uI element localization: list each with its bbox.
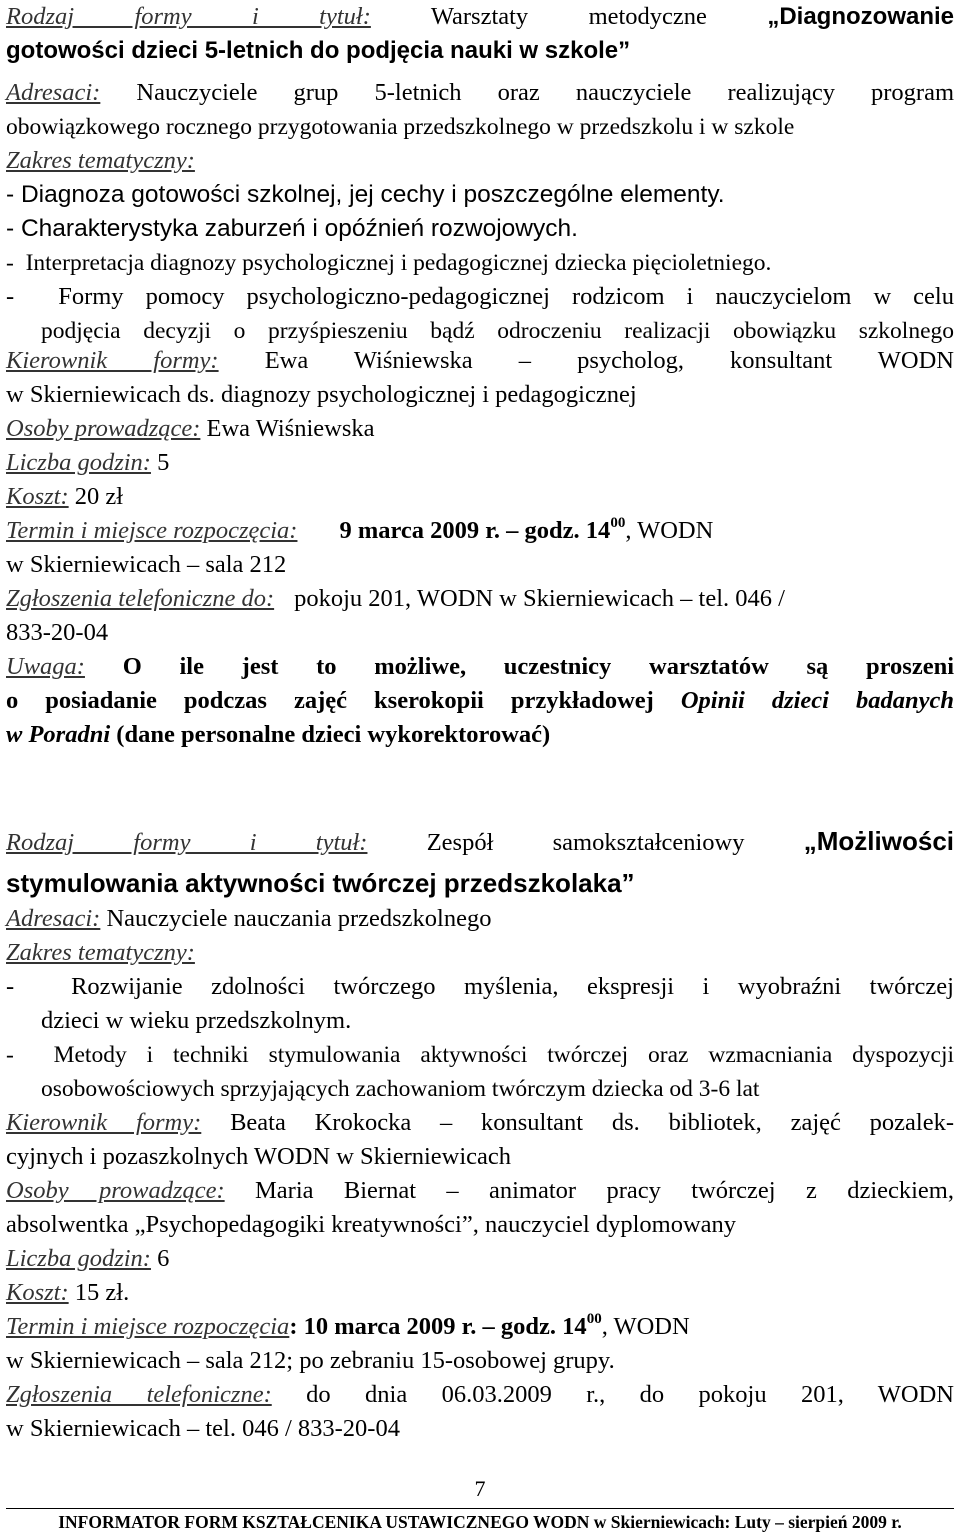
s2-kierownik-line-2	[6, 1140, 954, 1174]
s2-termin-sup: 00	[586, 1311, 602, 1327]
s1-liczba-value: 5	[157, 449, 170, 476]
s1-koszt-line	[6, 480, 954, 514]
s2-zakres-text-2a: Metody i techniki stymulowania aktywności twórczej oraz wzmacniania dyspozycji	[53, 1042, 955, 1068]
s2-zakres-item-1a: - Rozwijanie zdolności twórczego myślenia, ekspresji i wyobraźni twórczej	[6, 973, 954, 1000]
s2-koszt-value: 15 zł.	[74, 1279, 130, 1306]
s2-koszt-label: Koszt:	[6, 1279, 69, 1306]
s2-zakres-text-2b: osobowościowych sprzyjających zachowaniom twórczym dziecka od 3-6 lat	[41, 1076, 760, 1102]
s1-title-bold-2: gotowości dzieci 5-letnich do podjęcia nauki w szkole”	[6, 37, 631, 64]
s2-zakres-label-line	[6, 936, 954, 970]
s2-zgloszenia-text-2: w Skierniewicach – tel. 046 / 833-20-04	[6, 1415, 400, 1442]
s2-zakres-text-1a: Rozwijanie zdolności twórczego myślenia, ekspresji i wyobraźni twórczej	[71, 973, 954, 1000]
s2-liczba-value: 6	[157, 1245, 170, 1272]
s2-kierownik-text-1: Beata Krokocka – konsultant ds. bibliotek, zajęć pozalek-	[230, 1109, 954, 1136]
s1-zgloszenia-line-1	[6, 582, 954, 616]
s2-title-plain: Zespół samokształceniowy	[426, 829, 745, 856]
s2-adresaci-line	[6, 902, 954, 936]
s1-termin-label: Termin i miejsce rozpoczęcia:	[6, 517, 298, 544]
s2-termin-line-1	[6, 1310, 954, 1344]
s1-liczba-line	[6, 446, 954, 480]
s1-kierownik-label: Kierownik formy:	[6, 347, 219, 374]
s1-zakres-item-4b	[41, 314, 954, 348]
s2-zgloszenia-line-2	[6, 1412, 954, 1446]
s1-title-line-1	[6, 0, 954, 34]
s1-termin-sup: 00	[610, 515, 626, 531]
s1-termin-bold: 9 marca 2009 r. – godz. 14	[339, 517, 611, 544]
s1-zakres-label: Zakres tematyczny:	[6, 147, 195, 174]
s1-uwaga-line-3	[6, 718, 954, 752]
s1-zakres-item-2: - Charakterystyka zaburzeń i opóźnień rozwojowych.	[6, 215, 578, 242]
s1-zgloszenia-line-2	[6, 616, 954, 650]
s1-osoby-line	[6, 412, 954, 446]
s1-zakres-text-2: Charakterystyka zaburzeń i opóźnień rozwojowych.	[20, 215, 578, 242]
s2-osoby-text-1: Maria Biernat – animator pracy twórczej z dzieckiem,	[255, 1177, 954, 1204]
s2-title-bold-2: stymulowania aktywności twórczej przedszkolaka”	[6, 868, 635, 898]
s1-zakres-item-4a: - Formy pomocy psychologiczno-pedagogicznej rodzicom i nauczycielom w celu	[6, 283, 954, 310]
s1-zgloszenia-text-2: 833-20-04	[6, 619, 109, 646]
s2-title-line-1	[6, 824, 954, 858]
s1-adresaci-text-1: Nauczyciele grup 5-letnich oraz nauczyciele realizujący program	[136, 79, 954, 106]
s1-uwaga-text-3a: w Poradni	[6, 721, 111, 748]
s2-osoby-text-2: absolwentka „Psychopedagogiki kreatywności”, nauczyciel dyplomowany	[6, 1211, 737, 1238]
s1-koszt-value: 20 zł	[74, 483, 124, 510]
s1-termin-text-2: w Skierniewicach – sala 212	[6, 551, 287, 578]
s2-zakres-text-1b: dzieci w wieku przedszkolnym.	[41, 1007, 352, 1034]
s1-title-line-2	[6, 34, 954, 68]
s1-title-label: Rodzaj formy i tytuł:	[6, 3, 371, 30]
s2-koszt-line	[6, 1276, 954, 1310]
s1-kierownik-line-2	[6, 378, 954, 412]
s2-title-bold-1: „Możliwości	[803, 826, 955, 856]
s1-uwaga-text-3b: (dane personalne dzieci wykorektorować)	[116, 721, 551, 748]
s2-title-label: Rodzaj formy i tytuł:	[6, 829, 368, 856]
s1-zakres-text-3: Interpretacja diagnozy psychologicznej i pedagogicznej dziecka pięcioletniego.	[25, 250, 772, 276]
s2-termin-label: Termin i miejsce rozpoczęcia	[6, 1313, 290, 1340]
s1-adresaci-line-2	[6, 110, 954, 144]
s2-termin-text-2: w Skierniewicach – sala 212; po zebraniu 15-osobowej grupy.	[6, 1347, 615, 1374]
footer-divider	[6, 1508, 954, 1509]
s2-termin-bold: : 10 marca 2009 r. – godz. 14	[289, 1313, 587, 1340]
s2-kierownik-label: Kierownik formy:	[6, 1109, 202, 1136]
s2-zakres-label: Zakres tematyczny:	[6, 939, 195, 966]
s2-adresaci-text: Nauczyciele nauczania przedszkolnego	[106, 905, 492, 932]
s1-zakres-text-4a: Formy pomocy psychologiczno-pedagogicznej rodzicom i nauczycielom w celu	[58, 283, 954, 310]
s1-zakres-item-1: - Diagnoza gotowości szkolnej, jej cechy i poszczególne elementy.	[6, 181, 725, 208]
s1-termin-line-2	[6, 548, 954, 582]
s1-uwaga-label: Uwaga:	[6, 653, 85, 680]
s2-zgloszenia-label: Zgłoszenia telefoniczne:	[6, 1381, 272, 1408]
s1-title-bold-1: „Diagnozowanie	[767, 3, 955, 30]
s1-osoby-text: Ewa Wiśniewska	[206, 415, 375, 442]
s2-liczba-line	[6, 1242, 954, 1276]
s1-termin-rest: , WODN	[625, 517, 714, 544]
s1-zakres-text-4b: podjęcia decyzji o przyśpieszeniu bądź odroczeniu realizacji obowiązku szkolnego	[41, 318, 954, 344]
s1-kierownik-text-1: Ewa Wiśniewska – psycholog, konsultant WODN	[264, 347, 954, 374]
s1-adresaci-text-2: obowiązkowego rocznego przygotowania przedszkolnego w przedszkolu i w szkole	[6, 114, 795, 140]
page-number: 7	[474, 1476, 486, 1501]
s2-adresaci-label: Adresaci:	[6, 905, 101, 932]
s2-zakres-item-2a: - Metody i techniki stymulowania aktywności twórczej oraz wzmacniania dyspozycji	[6, 1042, 955, 1068]
s1-adresaci-label: Adresaci:	[6, 79, 101, 106]
page-footer: INFORMATOR FORM KSZTAŁCENIKA USTAWICZNEGO WODN w Skierniewicach: Luty – sierpień 2009 r.	[58, 1512, 902, 1532]
s1-koszt-label: Koszt:	[6, 483, 69, 510]
s1-uwaga-text-2b: Opinii dzieci badanych	[680, 687, 954, 714]
s1-adresaci-line-1	[6, 76, 954, 110]
s1-osoby-label: Osoby prowadzące:	[6, 415, 201, 442]
s2-title-line-2	[6, 866, 954, 900]
s1-zakres-label-line	[6, 144, 954, 178]
s1-zgloszenia-label: Zgłoszenia telefoniczne do:	[6, 585, 275, 612]
s2-osoby-line-2	[6, 1208, 954, 1242]
s2-kierownik-text-2: cyjnych i pozaszkolnych WODN w Skierniewicach	[6, 1143, 512, 1170]
s2-osoby-line-1	[6, 1174, 954, 1208]
s2-liczba-label: Liczba godzin:	[6, 1245, 151, 1272]
s2-osoby-label: Osoby prowadzące:	[6, 1177, 225, 1204]
s1-uwaga-text-2a: o posiadanie podczas zajęć kserokopii przykładowej	[6, 687, 654, 714]
s1-kierownik-line-1	[6, 344, 954, 378]
s2-zakres-item-2b	[41, 1072, 954, 1106]
s2-kierownik-line-1	[6, 1106, 954, 1140]
s1-zakres-item-3: - Interpretacja diagnozy psychologicznej i pedagogicznej dziecka pięcioletniego.	[6, 250, 772, 276]
s1-termin-line-1	[6, 514, 954, 548]
s1-kierownik-text-2: w Skierniewicach ds. diagnozy psychologicznej i pedagogicznej	[6, 381, 637, 408]
s2-termin-line-2	[6, 1344, 954, 1378]
s1-liczba-label: Liczba godzin:	[6, 449, 151, 476]
s2-zgloszenia-line-1	[6, 1378, 954, 1412]
s2-zakres-item-1b	[41, 1004, 954, 1038]
s1-zgloszenia-text-1: pokoju 201, WODN w Skierniewicach – tel. 046 /	[294, 585, 785, 612]
s1-zakres-text-1: Diagnoza gotowości szkolnej, jej cechy i poszczególne elementy.	[20, 181, 725, 208]
s1-title-plain: Warsztaty metodyczne	[430, 3, 707, 30]
s1-uwaga-line-2	[6, 684, 954, 718]
s1-uwaga-text-1: O ile jest to możliwe, uczestnicy warsztatów są proszeni	[122, 653, 955, 680]
s2-zgloszenia-text-1: do dnia 06.03.2009 r., do pokoju 201, WODN	[306, 1381, 954, 1408]
s1-uwaga-line-1	[6, 650, 954, 684]
s2-termin-rest: , WODN	[601, 1313, 690, 1340]
